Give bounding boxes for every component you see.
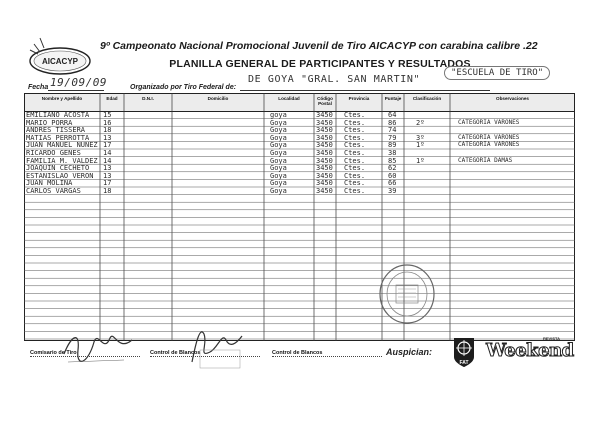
column-header: Clasificación <box>412 96 442 101</box>
weekend-logo: Weekend <box>486 340 574 361</box>
cell-clasificacion: 1º <box>416 141 425 150</box>
cell-cp: 3450 <box>316 156 333 165</box>
cell-edad: 13 <box>103 133 112 142</box>
comisario-label: Comisario de Tiro <box>30 350 77 356</box>
cell-localidad: Goya <box>270 133 287 142</box>
cell-nombre: ESTANISLAO VERON <box>26 171 94 180</box>
logo-text: AICACYP <box>41 57 79 66</box>
control-signature <box>182 322 252 372</box>
cell-edad: 14 <box>103 149 112 157</box>
cell-edad: 17 <box>103 179 112 188</box>
auspician-label: Auspician: <box>386 347 433 357</box>
cell-nombre: JUAN MANUEL NUÑEZ <box>26 141 98 150</box>
fecha-line <box>48 90 104 91</box>
cell-provincia: Ctes. <box>344 133 366 142</box>
cell-edad: 16 <box>103 118 112 127</box>
cell-cp: 3450 <box>316 111 333 119</box>
cell-puntaje: 60 <box>388 171 397 180</box>
cell-puntaje: 38 <box>388 149 397 157</box>
fat-logo <box>451 335 477 369</box>
cell-cp: 3450 <box>316 118 333 127</box>
control-blancos-label-2: Control de Blancos <box>272 350 323 356</box>
club-seal-stamp <box>378 263 436 325</box>
column-header: Nombre y Apellido <box>41 96 83 101</box>
cell-provincia: Ctes. <box>344 179 366 188</box>
organizado-label: Organizado por Tiro Federal de: <box>130 84 237 91</box>
cell-nombre: FAMILIA M. VALDEZ <box>26 156 98 165</box>
organizado-line <box>240 90 490 91</box>
cell-localidad: Goya <box>270 156 287 165</box>
column-header: Domicilio <box>207 96 229 101</box>
cell-edad: 18 <box>103 126 112 135</box>
cell-provincia: Ctes. <box>344 164 366 173</box>
cell-localidad: Goya <box>270 118 287 127</box>
cell-nombre: MATIAS PERROTTA <box>26 133 90 142</box>
cell-provincia: Ctes. <box>344 171 366 180</box>
cell-cp: 3450 <box>316 164 333 173</box>
column-header: Código Postal <box>317 96 333 107</box>
cell-cp: 3450 <box>316 171 333 180</box>
cell-puntaje: 66 <box>388 179 397 188</box>
championship-title: 9º Campeonato Nacional Promocional Juvenil de Tiro AICACYP con carabina calibre .22 <box>100 40 538 52</box>
cell-nombre: JOAQUIN CECHETO <box>26 164 90 173</box>
fat-logo-text: FAT <box>459 360 469 366</box>
cell-puntaje: 89 <box>388 141 397 150</box>
cell-nombre: ANDRES TISSERA <box>26 126 86 135</box>
column-header: Provincia <box>348 96 370 101</box>
cell-clasificacion: 1º <box>416 156 425 165</box>
cell-puntaje: 39 <box>388 187 397 195</box>
revista-label: REVISTA <box>543 336 561 341</box>
cell-observaciones: CATEGORIA VARONES <box>458 141 520 149</box>
column-header: Localidad <box>278 96 300 101</box>
sheet-title: PLANILLA GENERAL DE PARTICIPANTES Y RESULTADOS <box>169 58 471 70</box>
cell-cp: 3450 <box>316 133 333 142</box>
cell-observaciones: CATEGORIA DAMAS <box>458 156 513 164</box>
cell-edad: 18 <box>103 187 112 195</box>
cell-provincia: Ctes. <box>344 111 366 119</box>
cell-observaciones: CATEGORIA VARONES <box>458 118 520 126</box>
cell-provincia: Ctes. <box>344 118 366 127</box>
cell-puntaje: 85 <box>388 156 397 165</box>
cell-localidad: Goya <box>270 179 287 188</box>
cell-puntaje: 64 <box>388 111 397 119</box>
cell-localidad: Goya <box>270 126 287 135</box>
participants-table <box>24 93 575 341</box>
cell-edad: 14 <box>103 156 112 165</box>
fecha-value: 19/09/09 <box>50 76 107 89</box>
cell-nombre: RICARDO GENES <box>26 149 81 157</box>
cell-provincia: Ctes. <box>344 126 366 135</box>
fecha-label: Fecha <box>28 84 49 91</box>
cell-nombre: CARLOS VARGAS <box>26 187 81 195</box>
column-header: Observaciones <box>496 96 529 101</box>
cell-puntaje: 86 <box>388 118 397 127</box>
cell-localidad: goya <box>270 111 287 119</box>
cell-cp: 3450 <box>316 179 333 188</box>
cell-localidad: Goya <box>270 171 287 180</box>
control-blancos-label-1: Control de Blancos <box>150 350 201 356</box>
cell-clasificacion: 2º <box>416 118 425 127</box>
cell-clasificacion: 3º <box>416 133 425 142</box>
column-header: Edad <box>106 96 118 101</box>
cell-provincia: Ctes. <box>344 156 366 165</box>
cell-edad: 17 <box>103 141 112 150</box>
organizado-extra: "ESCUELA DE TIRO" <box>444 66 550 80</box>
cell-provincia: Ctes. <box>344 187 366 195</box>
cell-edad: 13 <box>103 164 112 173</box>
cell-provincia: Ctes. <box>344 149 366 157</box>
column-header: Puntaje <box>384 96 402 101</box>
cell-provincia: Ctes. <box>344 141 366 150</box>
cell-puntaje: 62 <box>388 164 397 173</box>
cell-nombre: JUAN MOLINA <box>26 179 73 188</box>
cell-localidad: Goya <box>270 187 287 195</box>
cell-nombre: EMILIANO ACOSTA <box>26 111 90 119</box>
cell-cp: 3450 <box>316 187 333 195</box>
cell-localidad: Goya <box>270 149 287 157</box>
control-blancos-line-2 <box>272 356 382 357</box>
cell-nombre: MARIO PORRA <box>26 118 73 127</box>
comisario-signature <box>58 324 138 370</box>
cell-localidad: Goya <box>270 164 287 173</box>
column-header: D.N.I. <box>142 96 154 101</box>
cell-puntaje: 74 <box>388 126 397 135</box>
aicacyp-logo <box>26 34 94 78</box>
cell-cp: 3450 <box>316 126 333 135</box>
organizado-value: DE GOYA "GRAL. SAN MARTIN" <box>248 74 421 85</box>
cell-puntaje: 79 <box>388 133 397 142</box>
cell-observaciones: CATEGORIA VARONES <box>458 133 520 141</box>
cell-edad: 15 <box>103 111 112 119</box>
cell-edad: 13 <box>103 171 112 180</box>
cell-cp: 3450 <box>316 141 333 150</box>
cell-localidad: Goya <box>270 141 287 150</box>
cell-cp: 3450 <box>316 149 333 157</box>
